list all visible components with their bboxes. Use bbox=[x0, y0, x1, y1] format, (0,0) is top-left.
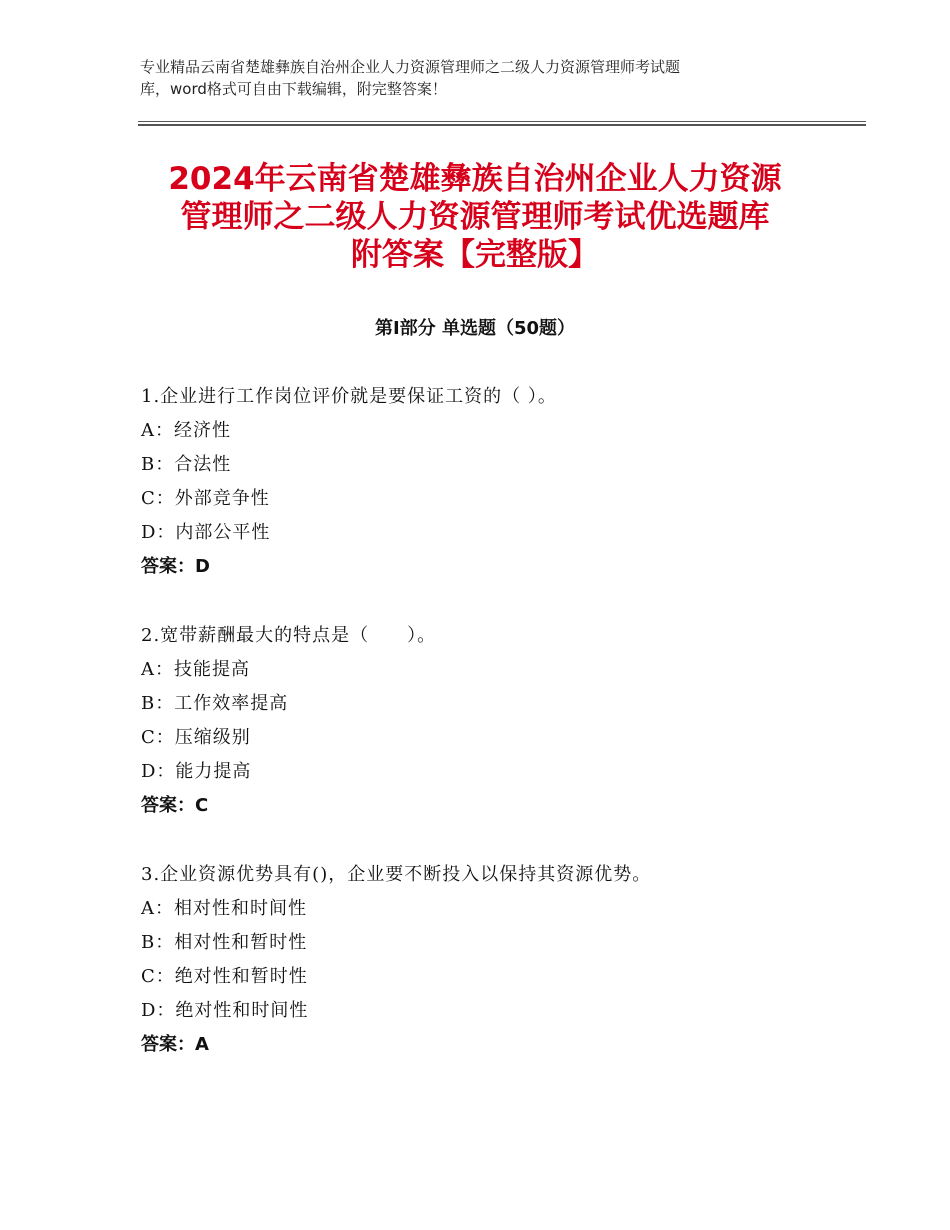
option-a: A：技能提高 bbox=[141, 659, 250, 680]
option-d: D：绝对性和时间性 bbox=[141, 1000, 309, 1021]
question-stem: 3.企业资源优势具有()，企业要不断投入以保持其资源优势。 bbox=[141, 864, 652, 885]
option-c: C：外部竞争性 bbox=[141, 488, 270, 509]
question-3 bbox=[141, 858, 841, 1062]
header-note bbox=[140, 56, 840, 100]
option-c: C：绝对性和暂时性 bbox=[141, 966, 308, 987]
option-a: A：经济性 bbox=[141, 420, 231, 441]
answer: 答案：D bbox=[141, 556, 210, 577]
document-title-line2: 管理师之二级人力资源管理师考试优选题库 bbox=[180, 199, 770, 235]
option-b: B：合法性 bbox=[141, 454, 232, 475]
option-b: B：相对性和暂时性 bbox=[141, 932, 308, 953]
header-note-line1: 专业精品云南省楚雄彝族自治州企业人力资源管理师之二级人力资源管理师考试题 bbox=[140, 58, 681, 76]
answer: 答案：A bbox=[141, 1034, 209, 1055]
question-stem: 1.企业进行工作岗位评价就是要保证工资的（ ）。 bbox=[141, 386, 557, 407]
document-title-line1: 2024年云南省楚雄彝族自治州企业人力资源 bbox=[168, 161, 782, 197]
document-title bbox=[120, 160, 830, 274]
option-d: D：内部公平性 bbox=[141, 522, 271, 543]
section-heading: 第Ⅰ部分 单选题（50题） bbox=[374, 318, 575, 339]
answer: 答案：C bbox=[141, 795, 209, 816]
question-2 bbox=[141, 619, 841, 823]
option-a: A：相对性和时间性 bbox=[141, 898, 307, 919]
option-b: B：工作效率提高 bbox=[141, 693, 289, 714]
header-note-line2: 库，word格式可自由下载编辑，附完整答案！ bbox=[140, 80, 447, 98]
option-c: C：压缩级别 bbox=[141, 727, 251, 748]
option-d: D：能力提高 bbox=[141, 761, 252, 782]
question-stem: 2.宽带薪酬最大的特点是（ ）。 bbox=[141, 625, 437, 646]
header-rule-thick bbox=[138, 124, 866, 126]
header-rule-thin bbox=[138, 121, 866, 122]
document-title-line3: 附答案【完整版】 bbox=[351, 237, 599, 273]
question-1 bbox=[141, 380, 841, 584]
